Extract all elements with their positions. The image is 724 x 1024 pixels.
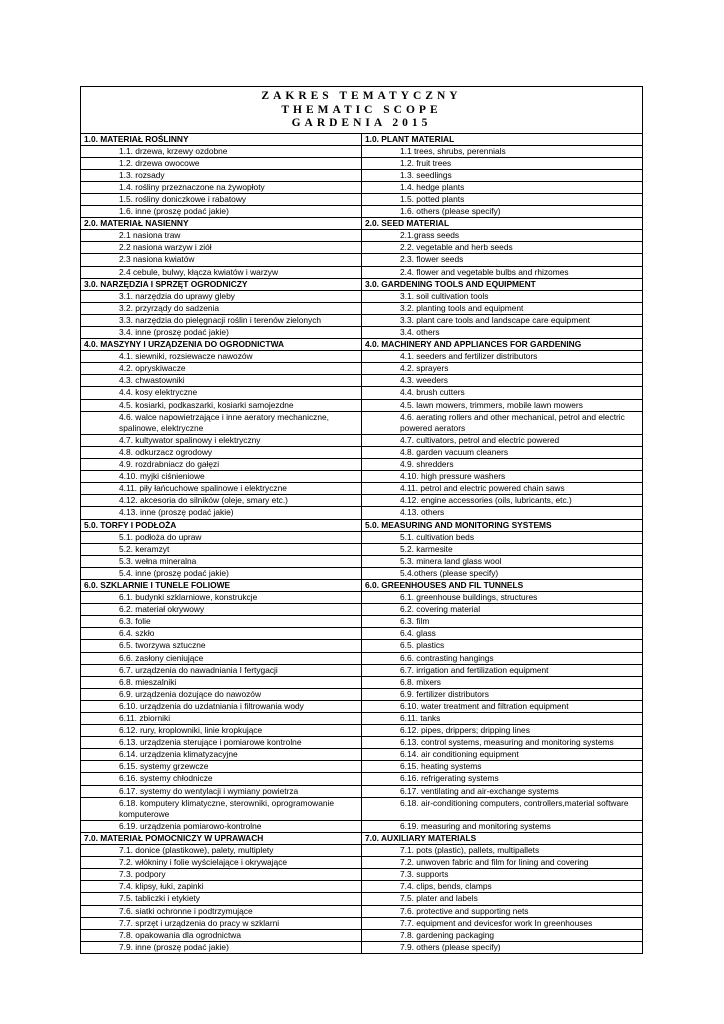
- item-polish: 2.1 nasiona traw: [81, 230, 362, 242]
- scope-table: [81, 134, 642, 953]
- item-english: 6.12. pipes, drippers; dripping lines: [362, 725, 643, 737]
- item-polish: 6.11. zbiorniki: [81, 713, 362, 725]
- item-english: 4.2. sprayers: [362, 363, 643, 375]
- item-polish: 2.4 cebule, bulwy, kłącza kwiatów i warzyw: [81, 266, 362, 278]
- item-row: [81, 483, 642, 495]
- item-polish: 3.2. przyrządy do sadzenia: [81, 302, 362, 314]
- item-row: [81, 387, 642, 399]
- item-polish: 6.18. komputery klimatyczne, sterowniki, oprogramowanie komputerowe: [81, 797, 362, 820]
- item-polish: 4.12. akcesoria do silników (oleje, smary etc.): [81, 495, 362, 507]
- item-english: 6.2. covering material: [362, 604, 643, 616]
- item-row: [81, 917, 642, 929]
- item-polish: 2.3 nasiona kwiatów: [81, 254, 362, 266]
- item-row: [81, 555, 642, 567]
- item-row: [81, 737, 642, 749]
- item-row: [81, 881, 642, 893]
- item-english: 6.19. measuring and monitoring systems: [362, 820, 643, 832]
- item-english: 4.13. others: [362, 507, 643, 519]
- category-heading-english: 2.0. SEED MATERIAL: [362, 218, 643, 230]
- category-heading-polish: 3.0. NARZĘDZIA I SPRZĘT OGRODNICZY: [81, 278, 362, 290]
- item-polish: 1.5. rośliny doniczkowe i rabatowy: [81, 193, 362, 205]
- category-heading-english: 6.0. GREENHOUSES AND FIL TUNNELS: [362, 579, 643, 591]
- item-english: 1.5. potted plants: [362, 193, 643, 205]
- item-row: [81, 725, 642, 737]
- item-polish: 6.12. rury, kroplowniki, linie kropkujące: [81, 725, 362, 737]
- item-polish: 3.1. narzędzia do uprawy gleby: [81, 290, 362, 302]
- item-english: 4.1. seeders and fertilizer distributors: [362, 351, 643, 363]
- item-row: [81, 411, 642, 434]
- category-heading-english: 3.0. GARDENING TOOLS AND EQUIPMENT: [362, 278, 643, 290]
- item-row: [81, 857, 642, 869]
- item-row: [81, 616, 642, 628]
- category-row: [81, 278, 642, 290]
- item-row: [81, 543, 642, 555]
- item-polish: 7.4. klipsy, łuki, zapinki: [81, 881, 362, 893]
- item-row: [81, 845, 642, 857]
- item-row: [81, 941, 642, 953]
- item-polish: 5.3. wełna mineralna: [81, 555, 362, 567]
- category-heading-polish: 5.0. TORFY I PODŁOŻA: [81, 519, 362, 531]
- item-row: [81, 652, 642, 664]
- title-event: GARDENIA 2015: [291, 117, 432, 129]
- item-english: 1.1 trees, shrubs, perennials: [362, 145, 643, 157]
- item-english: 6.9. fertilizer distributors: [362, 688, 643, 700]
- item-english: 1.3. seedlings: [362, 169, 643, 181]
- item-english: 7.8. gardening packaging: [362, 929, 643, 941]
- item-english: 1.6. others (please specify): [362, 206, 643, 218]
- item-polish: 7.7. sprzęt i urządzenia do pracy w szklarni: [81, 917, 362, 929]
- item-english: 6.14. air conditioning equipment: [362, 749, 643, 761]
- item-english: 7.2. unwoven fabric and film for lining and covering: [362, 857, 643, 869]
- category-heading-english: 4.0. MACHINERY AND APPLIANCES FOR GARDENING: [362, 339, 643, 351]
- item-english: 4.3. weeders: [362, 375, 643, 387]
- item-polish: 5.1. podłoża do upraw: [81, 531, 362, 543]
- item-english: 2.4. flower and vegetable bulbs and rhizomes: [362, 266, 643, 278]
- category-row: [81, 579, 642, 591]
- item-english: 6.17. ventilating and air-exchange systems: [362, 785, 643, 797]
- item-english: 4.4. brush cutters: [362, 387, 643, 399]
- item-polish: 6.5. tworzywa sztuczne: [81, 640, 362, 652]
- item-polish: 6.8. mieszalniki: [81, 676, 362, 688]
- item-row: [81, 893, 642, 905]
- item-polish: 1.2. drzewa owocowe: [81, 157, 362, 169]
- item-english: 6.13. control systems, measuring and monitoring systems: [362, 737, 643, 749]
- item-row: [81, 676, 642, 688]
- category-row: [81, 218, 642, 230]
- item-polish: 6.1. budynki szklarniowe, konstrukcje: [81, 592, 362, 604]
- item-polish: 7.3. podpory: [81, 869, 362, 881]
- item-english: 4.5. lawn mowers, trimmers, mobile lawn mowers: [362, 399, 643, 411]
- thematic-scope-document: [80, 86, 643, 954]
- item-row: [81, 254, 642, 266]
- item-row: [81, 242, 642, 254]
- item-english: 4.7. cultivators, petrol and electric powered: [362, 434, 643, 446]
- item-polish: 4.2. opryskiwacze: [81, 363, 362, 375]
- category-row: [81, 832, 642, 844]
- item-english: 6.8. mixers: [362, 676, 643, 688]
- item-row: [81, 446, 642, 458]
- item-english: 7.3. supports: [362, 869, 643, 881]
- item-row: [81, 495, 642, 507]
- item-polish: 7.1. donice (plastikowe), palety, multiplety: [81, 845, 362, 857]
- item-english: 5.4.others (please specify): [362, 567, 643, 579]
- item-row: [81, 157, 642, 169]
- item-row: [81, 797, 642, 820]
- item-english: 6.6. contrasting hangings: [362, 652, 643, 664]
- item-english: 4.11. petrol and electric powered chain saws: [362, 483, 643, 495]
- item-polish: 4.5. kosiarki, podkaszarki, kosiarki samojezdne: [81, 399, 362, 411]
- category-row: [81, 339, 642, 351]
- item-polish: 6.19. urządzenia pomiarowo-kontrolne: [81, 820, 362, 832]
- item-row: [81, 290, 642, 302]
- item-polish: 4.3. chwastowniki: [81, 375, 362, 387]
- item-row: [81, 459, 642, 471]
- item-english: 6.7. irrigation and fertilization equipment: [362, 664, 643, 676]
- item-english: 7.9. others (please specify): [362, 941, 643, 953]
- item-row: [81, 773, 642, 785]
- category-heading-polish: 6.0. SZKLARNIE I TUNELE FOLIOWE: [81, 579, 362, 591]
- item-polish: 6.13. urządzenia sterujące i pomiarowe kontrolne: [81, 737, 362, 749]
- document-title: [81, 87, 642, 134]
- item-row: [81, 266, 642, 278]
- item-row: [81, 181, 642, 193]
- item-row: [81, 145, 642, 157]
- item-row: [81, 664, 642, 676]
- item-row: [81, 869, 642, 881]
- item-english: 4.8. garden vacuum cleaners: [362, 446, 643, 458]
- item-polish: 6.2. materiał okrywowy: [81, 604, 362, 616]
- item-polish: 4.9. rozdrabniacz do gałęzi: [81, 459, 362, 471]
- item-polish: 6.9. urządzenia dozujące do nawozów: [81, 688, 362, 700]
- item-english: 6.5. plastics: [362, 640, 643, 652]
- item-polish: 2.2 nasiona warzyw i ziół: [81, 242, 362, 254]
- item-polish: 7.8. opakowania dla ogrodnictwa: [81, 929, 362, 941]
- title-english: THEMATIC SCOPE: [281, 103, 442, 116]
- item-polish: 7.6. siatki ochronne i podtrzymujące: [81, 905, 362, 917]
- item-row: [81, 314, 642, 326]
- item-english: 6.1. greenhouse buildings, structures: [362, 592, 643, 604]
- item-polish: 6.4. szkło: [81, 628, 362, 640]
- item-english: 3.3. plant care tools and landscape care equipment: [362, 314, 643, 326]
- category-heading-polish: 7.0. MATERIAŁ POMOCNICZY W UPRAWACH: [81, 832, 362, 844]
- item-english: 6.16. refrigerating systems: [362, 773, 643, 785]
- item-row: [81, 434, 642, 446]
- item-polish: 7.5. tabliczki i etykiety: [81, 893, 362, 905]
- item-polish: 6.7. urządzenia do nawadniania I fertygacji: [81, 664, 362, 676]
- category-heading-polish: 1.0. MATERIAŁ ROŚLINNY: [81, 134, 362, 146]
- item-polish: 4.1. siewniki, rozsiewacze nawozów: [81, 351, 362, 363]
- item-polish: 1.6. inne (proszę podać jakie): [81, 206, 362, 218]
- item-polish: 1.4. rośliny przeznaczone na żywopłoty: [81, 181, 362, 193]
- item-polish: 4.7. kultywator spalinowy i elektryczny: [81, 434, 362, 446]
- item-row: [81, 905, 642, 917]
- item-row: [81, 507, 642, 519]
- item-english: 1.2. fruit trees: [362, 157, 643, 169]
- item-english: 2.1.grass seeds: [362, 230, 643, 242]
- item-row: [81, 399, 642, 411]
- item-row: [81, 700, 642, 712]
- item-english: 3.2. planting tools and equipment: [362, 302, 643, 314]
- item-polish: 4.8. odkurzacz ogrodowy: [81, 446, 362, 458]
- item-english: 3.1. soil cultivation tools: [362, 290, 643, 302]
- item-polish: 6.17. systemy do wentylacji i wymiany powietrza: [81, 785, 362, 797]
- item-polish: 5.4. inne (proszę podać jakie): [81, 567, 362, 579]
- item-polish: 3.3. narzędzia do pielęgnacji roślin i terenów zielonych: [81, 314, 362, 326]
- item-english: 4.6. aerating rollers and other mechanical, petrol and electric powered aerators: [362, 411, 643, 434]
- item-row: [81, 302, 642, 314]
- item-english: 4.12. engine accessories (oils, lubricants, etc.): [362, 495, 643, 507]
- category-heading-polish: 4.0. MASZYNY I URZĄDZENIA DO OGRODNICTWA: [81, 339, 362, 351]
- item-row: [81, 531, 642, 543]
- category-row: [81, 519, 642, 531]
- item-english: 1.4. hedge plants: [362, 181, 643, 193]
- item-polish: 1.1. drzewa, krzewy ozdobne: [81, 145, 362, 157]
- item-polish: 6.3. folie: [81, 616, 362, 628]
- item-polish: 6.15. systemy grzewcze: [81, 761, 362, 773]
- item-english: 4.10. high pressure washers: [362, 471, 643, 483]
- item-row: [81, 375, 642, 387]
- item-row: [81, 640, 642, 652]
- item-row: [81, 749, 642, 761]
- item-english: 5.2. karmesite: [362, 543, 643, 555]
- item-english: 6.18. air-conditioning computers, controllers,material software: [362, 797, 643, 820]
- item-row: [81, 592, 642, 604]
- item-polish: 5.2. keramzyt: [81, 543, 362, 555]
- item-english: 6.11. tanks: [362, 713, 643, 725]
- item-english: 7.1. pots (plastic), pallets, multipallets: [362, 845, 643, 857]
- item-polish: 6.10. urządzenia do uzdatniania i filtrowania wody: [81, 700, 362, 712]
- item-english: 7.6. protective and supporting nets: [362, 905, 643, 917]
- item-english: 7.4. clips, bends, clamps: [362, 881, 643, 893]
- item-row: [81, 230, 642, 242]
- item-row: [81, 628, 642, 640]
- item-english: 2.3. flower seeds: [362, 254, 643, 266]
- item-english: 4.9. shredders: [362, 459, 643, 471]
- item-row: [81, 206, 642, 218]
- item-row: [81, 193, 642, 205]
- item-polish: 7.9. inne (proszę podać jakie): [81, 941, 362, 953]
- item-english: 6.10. water treatment and filtration equipment: [362, 700, 643, 712]
- item-row: [81, 169, 642, 181]
- category-heading-english: 7.0. AUXILIARY MATERIALS: [362, 832, 643, 844]
- item-polish: 4.10. myjki ciśnieniowe: [81, 471, 362, 483]
- item-polish: 6.16. systemy chłodnicze: [81, 773, 362, 785]
- item-row: [81, 785, 642, 797]
- item-english: 2.2. vegetable and herb seeds: [362, 242, 643, 254]
- item-row: [81, 929, 642, 941]
- item-row: [81, 327, 642, 339]
- item-polish: 3.4. inne (proszę podać jakie): [81, 327, 362, 339]
- item-english: 5.3. minera land glass wool: [362, 555, 643, 567]
- item-polish: 4.6. walce napowietrzające i inne aeratory mechaniczne, spalinowe, elektryczne: [81, 411, 362, 434]
- item-english: 3.4. others: [362, 327, 643, 339]
- item-english: 7.7. equipment and devicesfor work In greenhouses: [362, 917, 643, 929]
- item-row: [81, 820, 642, 832]
- item-english: 6.15. heating systems: [362, 761, 643, 773]
- item-row: [81, 471, 642, 483]
- item-polish: 6.6. zasłony cieniujące: [81, 652, 362, 664]
- item-polish: 4.4. kosy elektryczne: [81, 387, 362, 399]
- item-polish: 7.2. włókniny i folie wyścielające i okrywające: [81, 857, 362, 869]
- category-row: [81, 134, 642, 146]
- item-polish: 4.13. inne (proszę podać jakie): [81, 507, 362, 519]
- item-english: 6.4. glass: [362, 628, 643, 640]
- item-polish: 1.3. rozsady: [81, 169, 362, 181]
- item-row: [81, 688, 642, 700]
- category-heading-english: 5.0. MEASURING AND MONITORING SYSTEMS: [362, 519, 643, 531]
- item-row: [81, 604, 642, 616]
- item-row: [81, 761, 642, 773]
- item-english: 5.1. cultivation beds: [362, 531, 643, 543]
- item-row: [81, 713, 642, 725]
- item-english: 7.5. plater and labels: [362, 893, 643, 905]
- category-heading-polish: 2.0. MATERIAŁ NASIENNY: [81, 218, 362, 230]
- item-row: [81, 567, 642, 579]
- category-heading-english: 1.0. PLANT MATERIAL: [362, 134, 643, 146]
- title-polish: ZAKRES TEMATYCZNY: [261, 90, 462, 102]
- item-row: [81, 363, 642, 375]
- item-polish: 4.11. piły łańcuchowe spalinowe i elektryczne: [81, 483, 362, 495]
- item-english: 6.3. film: [362, 616, 643, 628]
- item-polish: 6.14. urządzenia klimatyzacyjne: [81, 749, 362, 761]
- item-row: [81, 351, 642, 363]
